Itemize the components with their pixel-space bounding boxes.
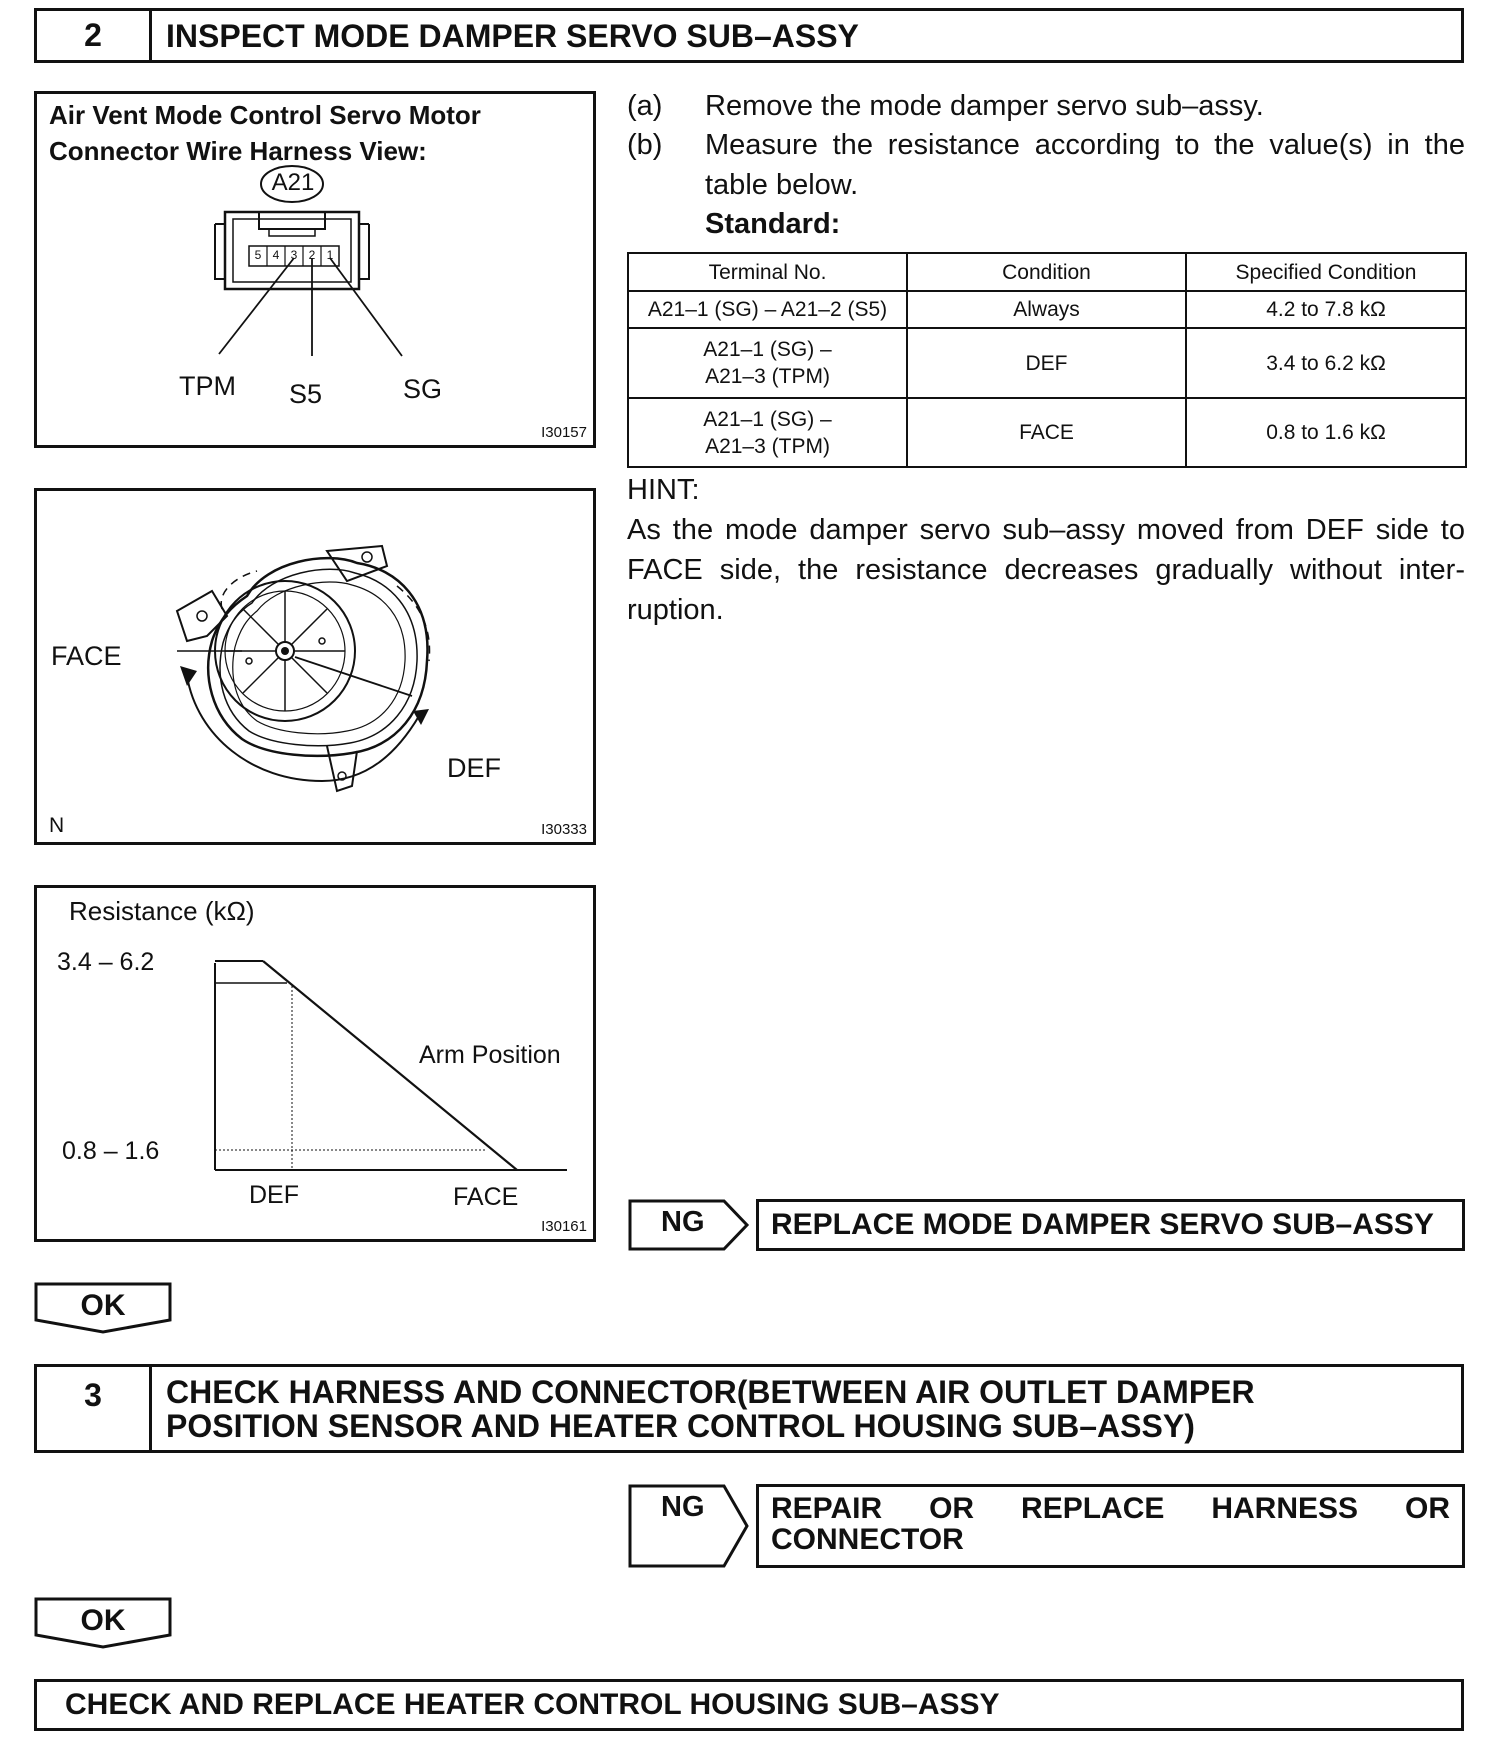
condition-cell: FACE <box>907 398 1186 467</box>
figure-title-line2: Connector Wire Harness View: <box>49 136 427 166</box>
table-header: Terminal No. <box>628 253 907 291</box>
ng-action-word: HARNESS <box>1211 1492 1359 1525</box>
step-number: 3 <box>37 1367 152 1450</box>
condition-cell: Always <box>907 291 1186 328</box>
ng-action-word: REPLACE <box>1021 1492 1165 1525</box>
pin-label: 4 <box>272 248 280 262</box>
terminal-text: A21–1 (SG) – A21–2 (S5) <box>647 298 888 321</box>
hint-line: As the mode damper servo sub–assy moved from DEF side to <box>627 514 1465 546</box>
def-label: DEF <box>447 753 501 783</box>
x-tick-label-face: FACE <box>453 1183 519 1211</box>
instruction-b-text-line1: Measure the resistance according to the value(s) in the <box>705 129 1465 161</box>
figure-title-line1: Air Vent Mode Control Servo Motor <box>49 100 481 130</box>
sg-label: SG <box>403 374 443 404</box>
spec-table <box>627 252 1465 464</box>
step-number: 2 <box>37 11 152 60</box>
figure-code: I30333 <box>541 821 587 838</box>
x-tick-label-def: DEF <box>249 1181 299 1209</box>
terminal-text: A21–3 (TPM) <box>705 434 830 458</box>
ok-label: OK <box>80 1289 126 1322</box>
connector-figure <box>34 91 596 448</box>
table-row <box>628 328 1466 398</box>
spec-cell: 3.4 to 6.2 kΩ <box>1186 328 1466 398</box>
step-2-header <box>34 8 1464 63</box>
n-label: N <box>49 814 65 837</box>
y-tick-label-low: 0.8 – 1.6 <box>62 1137 160 1165</box>
ng-action-box <box>756 1484 1465 1568</box>
standard-label: Standard: <box>705 208 841 240</box>
servo-figure <box>34 488 596 845</box>
instruction-b-text-line2: table below. <box>705 169 859 201</box>
ng-label: NG <box>661 1206 705 1238</box>
figure-code: I30157 <box>541 424 587 441</box>
table-header-row <box>628 253 1466 291</box>
spec-cell: 0.8 to 1.6 kΩ <box>1186 398 1466 467</box>
hint-line: ruption. <box>627 594 724 626</box>
face-label: FACE <box>51 641 122 671</box>
table-header: Condition <box>907 253 1186 291</box>
final-step-box <box>34 1679 1464 1731</box>
table-header: Specified Condition <box>1186 253 1466 291</box>
connector-id-label: A21 <box>271 169 315 196</box>
pin-label: 2 <box>308 248 316 262</box>
terminal-cell <box>628 291 907 328</box>
terminal-cell <box>628 328 907 398</box>
instruction-b-marker: (b) <box>627 129 663 161</box>
instruction-a-marker: (a) <box>627 90 663 122</box>
pin-label: 3 <box>290 248 298 262</box>
step-title: INSPECT MODE DAMPER SERVO SUB–ASSY <box>166 17 859 54</box>
pin-label: 5 <box>254 248 262 262</box>
ng-action-word: OR <box>929 1492 975 1525</box>
terminal-text: A21–1 (SG) – <box>703 407 832 431</box>
ng-action-line: CONNECTOR <box>771 1523 964 1556</box>
tpm-label: TPM <box>179 371 236 401</box>
ng-action-box <box>756 1199 1465 1251</box>
step-title-line: CHECK HARNESS AND CONNECTOR(BETWEEN AIR OUTLET DAMPER <box>166 1373 1255 1410</box>
step-title-line: POSITION SENSOR AND HEATER CONTROL HOUSING SUB–ASSY) <box>166 1407 1195 1444</box>
terminal-text: A21–1 (SG) – <box>703 338 832 361</box>
ng-action-word: REPAIR <box>771 1492 883 1525</box>
table-row <box>628 291 1466 328</box>
arm-position-annotation: Arm Position <box>419 1041 561 1069</box>
y-tick-label-high: 3.4 – 6.2 <box>57 948 155 976</box>
hint-label: HINT: <box>627 474 700 506</box>
hint-line: FACE side, the resistance decreases gradually without inter- <box>627 554 1465 586</box>
step-title <box>152 1367 1255 1450</box>
ng-action-text: REPLACE MODE DAMPER SERVO SUB–ASSY <box>771 1208 1434 1241</box>
s5-label: S5 <box>289 379 323 409</box>
terminal-cell <box>628 398 907 467</box>
table-row <box>628 398 1466 467</box>
condition-cell: DEF <box>907 328 1186 398</box>
y-axis-label: Resistance (kΩ) <box>69 896 255 926</box>
instruction-a-text: Remove the mode damper servo sub–assy. <box>705 90 1264 122</box>
terminal-text: A21–3 (TPM) <box>705 365 830 388</box>
ok-label: OK <box>80 1604 126 1637</box>
ng-action-word: OR <box>1405 1492 1450 1525</box>
resistance-chart <box>34 885 596 1242</box>
ng-action-line <box>771 1493 1450 1525</box>
final-step-title: CHECK AND REPLACE HEATER CONTROL HOUSING SUB–ASSY <box>65 1688 1000 1721</box>
ng-label: NG <box>661 1491 705 1523</box>
pin-label: 1 <box>326 248 334 262</box>
figure-code: I30161 <box>541 1218 587 1235</box>
step-3-header <box>34 1364 1464 1453</box>
spec-cell: 4.2 to 7.8 kΩ <box>1186 291 1466 328</box>
